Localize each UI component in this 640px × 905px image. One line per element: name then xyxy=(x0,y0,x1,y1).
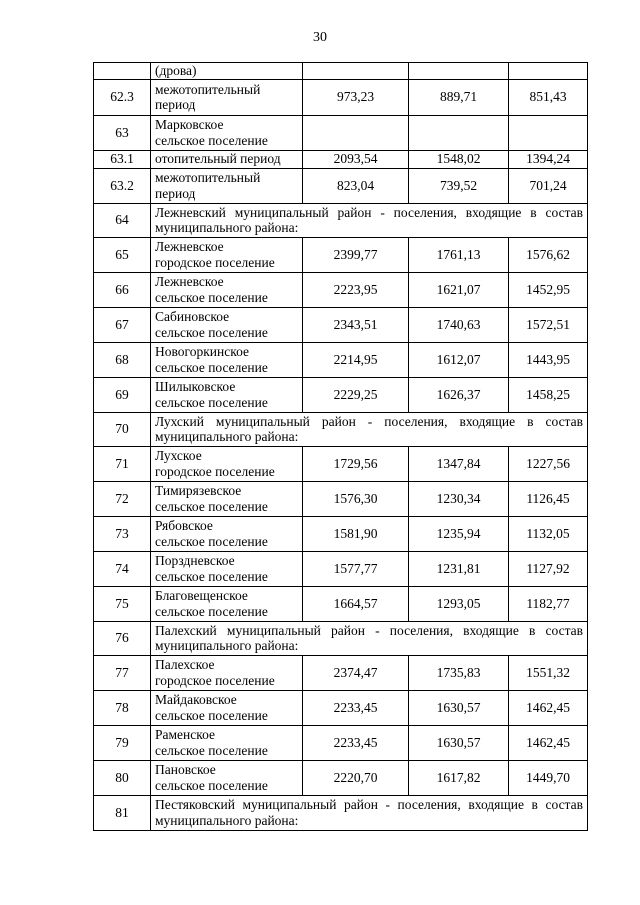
table-row xyxy=(94,655,588,690)
settlement-name xyxy=(151,481,303,516)
table-row xyxy=(94,516,588,551)
row-number: 63.1 xyxy=(94,150,151,168)
tariff-value-3: 1127,92 xyxy=(509,551,588,586)
table-row xyxy=(94,342,588,377)
tariff-value-3: 1394,24 xyxy=(509,150,588,168)
settlement-name-line: городское поселение xyxy=(155,254,275,270)
tariff-value-2: 1740,63 xyxy=(409,307,509,342)
tariff-value-1: 823,04 xyxy=(303,168,409,203)
tariff-value-3: 851,43 xyxy=(509,79,588,115)
settlement-name-line: Пановское xyxy=(155,762,216,777)
settlement-name xyxy=(151,725,303,760)
settlement-name-line: период xyxy=(155,185,196,201)
section-row xyxy=(94,412,588,446)
row-number: 75 xyxy=(94,586,151,621)
settlement-name-line: сельское поселение xyxy=(155,394,268,410)
tariff-value-2: 1735,83 xyxy=(409,655,509,690)
tariff-value-1: 1577,77 xyxy=(303,551,409,586)
settlement-name xyxy=(151,342,303,377)
section-title: Лежневский муниципальный район - поселения, входящие в состав муниципального района: xyxy=(151,203,588,237)
table-row xyxy=(94,237,588,272)
tariff-value-3: 701,24 xyxy=(509,168,588,203)
settlement-name xyxy=(151,655,303,690)
section-row xyxy=(94,795,588,830)
table-row xyxy=(94,690,588,725)
tariff-value-2: 1612,07 xyxy=(409,342,509,377)
settlement-name-line: межотопительный xyxy=(155,170,261,185)
tariff-value-3: 1458,25 xyxy=(509,377,588,412)
settlement-name-line: Тимирязевское xyxy=(155,483,242,498)
tariff-value-1 xyxy=(303,115,409,150)
row-number: 78 xyxy=(94,690,151,725)
tariff-value-2: 1626,37 xyxy=(409,377,509,412)
row-number: 81 xyxy=(94,795,151,830)
tariff-value-1: 1576,30 xyxy=(303,481,409,516)
tariff-value-1: 1729,56 xyxy=(303,446,409,481)
table-row xyxy=(94,760,588,795)
settlement-name-line: сельское поселение xyxy=(155,742,268,758)
settlement-name-line: Благовещенское xyxy=(155,588,248,603)
tariff-value-2: 739,52 xyxy=(409,168,509,203)
settlement-name-line: Шилыковское xyxy=(155,379,236,394)
row-number: 63 xyxy=(94,115,151,150)
settlement-name-line: сельское поселение xyxy=(155,568,268,584)
table-row xyxy=(94,481,588,516)
tariff-value-3: 1462,45 xyxy=(509,690,588,725)
table-row xyxy=(94,79,588,115)
table-row xyxy=(94,115,588,150)
tariff-value-1: 2343,51 xyxy=(303,307,409,342)
tariff-value-3: 1576,62 xyxy=(509,237,588,272)
tariff-value-2: 1630,57 xyxy=(409,690,509,725)
table-row xyxy=(94,551,588,586)
table-row xyxy=(94,725,588,760)
tariff-value-3: 1443,95 xyxy=(509,342,588,377)
settlement-name xyxy=(151,237,303,272)
settlement-name xyxy=(151,551,303,586)
settlement-name xyxy=(151,63,303,80)
table-row xyxy=(94,446,588,481)
tariff-value-1: 973,23 xyxy=(303,79,409,115)
tariff-value-1: 1664,57 xyxy=(303,586,409,621)
tariff-value-1: 2399,77 xyxy=(303,237,409,272)
row-number: 64 xyxy=(94,203,151,237)
tariff-value-2: 1235,94 xyxy=(409,516,509,551)
settlement-name xyxy=(151,377,303,412)
settlement-name-line: Новогоркинское xyxy=(155,344,250,359)
settlement-name-line: Марковское xyxy=(155,117,224,132)
settlement-name xyxy=(151,307,303,342)
settlement-name-line: сельское поселение xyxy=(155,707,268,723)
settlement-name-line: Рябовское xyxy=(155,518,213,533)
row-number: 74 xyxy=(94,551,151,586)
tariff-value-3: 1452,95 xyxy=(509,272,588,307)
settlement-name-line: Раменское xyxy=(155,727,216,742)
settlement-name-line: сельское поселение xyxy=(155,603,268,619)
row-number: 73 xyxy=(94,516,151,551)
table-row xyxy=(94,150,588,168)
tariff-value-1: 2220,70 xyxy=(303,760,409,795)
settlement-name-line: сельское поселение xyxy=(155,533,268,549)
settlement-name xyxy=(151,690,303,725)
settlement-name xyxy=(151,516,303,551)
tariff-value-1: 2233,45 xyxy=(303,725,409,760)
row-number: 62.3 xyxy=(94,79,151,115)
tariff-table-body xyxy=(94,63,588,831)
settlement-name xyxy=(151,150,303,168)
settlement-name xyxy=(151,115,303,150)
row-number: 65 xyxy=(94,237,151,272)
tariff-value-1: 2093,54 xyxy=(303,150,409,168)
tariff-value-3: 1182,77 xyxy=(509,586,588,621)
page-number: 30 xyxy=(313,30,327,45)
settlement-name-line: межотопительный xyxy=(155,81,261,97)
tariff-value-2: 1347,84 xyxy=(409,446,509,481)
tariff-value-2: 1617,82 xyxy=(409,760,509,795)
settlement-name-line: сельское поселение xyxy=(155,132,268,148)
tariff-value-2: 1231,81 xyxy=(409,551,509,586)
settlement-name xyxy=(151,272,303,307)
section-row xyxy=(94,203,588,237)
tariff-value-3 xyxy=(509,63,588,80)
row-number xyxy=(94,63,151,80)
settlement-name-line: отопительный период xyxy=(155,151,281,167)
tariff-table xyxy=(93,62,588,831)
table-row xyxy=(94,63,588,80)
tariff-value-2: 889,71 xyxy=(409,79,509,115)
settlement-name-line: городское поселение xyxy=(155,672,275,688)
settlement-name-line: сельское поселение xyxy=(155,324,268,340)
tariff-value-2: 1761,13 xyxy=(409,237,509,272)
row-number: 80 xyxy=(94,760,151,795)
row-number: 67 xyxy=(94,307,151,342)
row-number: 66 xyxy=(94,272,151,307)
settlement-name-line: Порздневское xyxy=(155,553,235,568)
settlement-name xyxy=(151,79,303,115)
row-number: 69 xyxy=(94,377,151,412)
tariff-value-2: 1230,34 xyxy=(409,481,509,516)
settlement-name xyxy=(151,760,303,795)
section-row xyxy=(94,621,588,655)
section-title: Палехский муниципальный район - поселения, входящие в состав муниципального района: xyxy=(151,621,588,655)
row-number: 72 xyxy=(94,481,151,516)
section-title: Лухский муниципальный район - поселения, входящие в состав муниципального района: xyxy=(151,412,588,446)
table-row xyxy=(94,307,588,342)
settlement-name-line: городское поселение xyxy=(155,463,275,479)
settlement-name xyxy=(151,586,303,621)
settlement-name-line: сельское поселение xyxy=(155,777,268,793)
tariff-value-2 xyxy=(409,63,509,80)
settlement-name-line: Лухское xyxy=(155,448,202,463)
table-row xyxy=(94,586,588,621)
row-number: 63.2 xyxy=(94,168,151,203)
tariff-value-1: 2233,45 xyxy=(303,690,409,725)
tariff-value-3: 1227,56 xyxy=(509,446,588,481)
row-number: 77 xyxy=(94,655,151,690)
settlement-name xyxy=(151,446,303,481)
settlement-name-line: (дрова) xyxy=(155,63,197,78)
section-title: Пестяковский муниципальный район - поселения, входящие в состав муниципального района: xyxy=(151,795,588,830)
tariff-value-3: 1449,70 xyxy=(509,760,588,795)
tariff-value-1: 2374,47 xyxy=(303,655,409,690)
tariff-value-1: 2223,95 xyxy=(303,272,409,307)
tariff-value-2: 1548,02 xyxy=(409,150,509,168)
tariff-value-2: 1630,57 xyxy=(409,725,509,760)
settlement-name-line: Палехское xyxy=(155,657,215,672)
tariff-value-1 xyxy=(303,63,409,80)
tariff-value-1: 1581,90 xyxy=(303,516,409,551)
settlement-name-line: сельское поселение xyxy=(155,289,268,305)
tariff-value-1: 2229,25 xyxy=(303,377,409,412)
settlement-name-line: сельское поселение xyxy=(155,359,268,375)
tariff-value-3 xyxy=(509,115,588,150)
tariff-value-2: 1293,05 xyxy=(409,586,509,621)
row-number: 68 xyxy=(94,342,151,377)
row-number: 71 xyxy=(94,446,151,481)
settlement-name xyxy=(151,168,303,203)
row-number: 76 xyxy=(94,621,151,655)
tariff-value-3: 1462,45 xyxy=(509,725,588,760)
tariff-value-3: 1126,45 xyxy=(509,481,588,516)
row-number: 70 xyxy=(94,412,151,446)
tariff-value-3: 1132,05 xyxy=(509,516,588,551)
settlement-name-line: период xyxy=(155,97,196,112)
table-row xyxy=(94,168,588,203)
tariff-value-3: 1572,51 xyxy=(509,307,588,342)
settlement-name-line: сельское поселение xyxy=(155,498,268,514)
tariff-value-2 xyxy=(409,115,509,150)
row-number: 79 xyxy=(94,725,151,760)
settlement-name-line: Лежневское xyxy=(155,239,224,254)
tariff-value-3: 1551,32 xyxy=(509,655,588,690)
settlement-name-line: Сабиновское xyxy=(155,309,230,324)
tariff-value-1: 2214,95 xyxy=(303,342,409,377)
table-row xyxy=(94,377,588,412)
table-row xyxy=(94,272,588,307)
settlement-name-line: Лежневское xyxy=(155,274,224,289)
settlement-name-line: Майдаковское xyxy=(155,692,237,707)
tariff-value-2: 1621,07 xyxy=(409,272,509,307)
